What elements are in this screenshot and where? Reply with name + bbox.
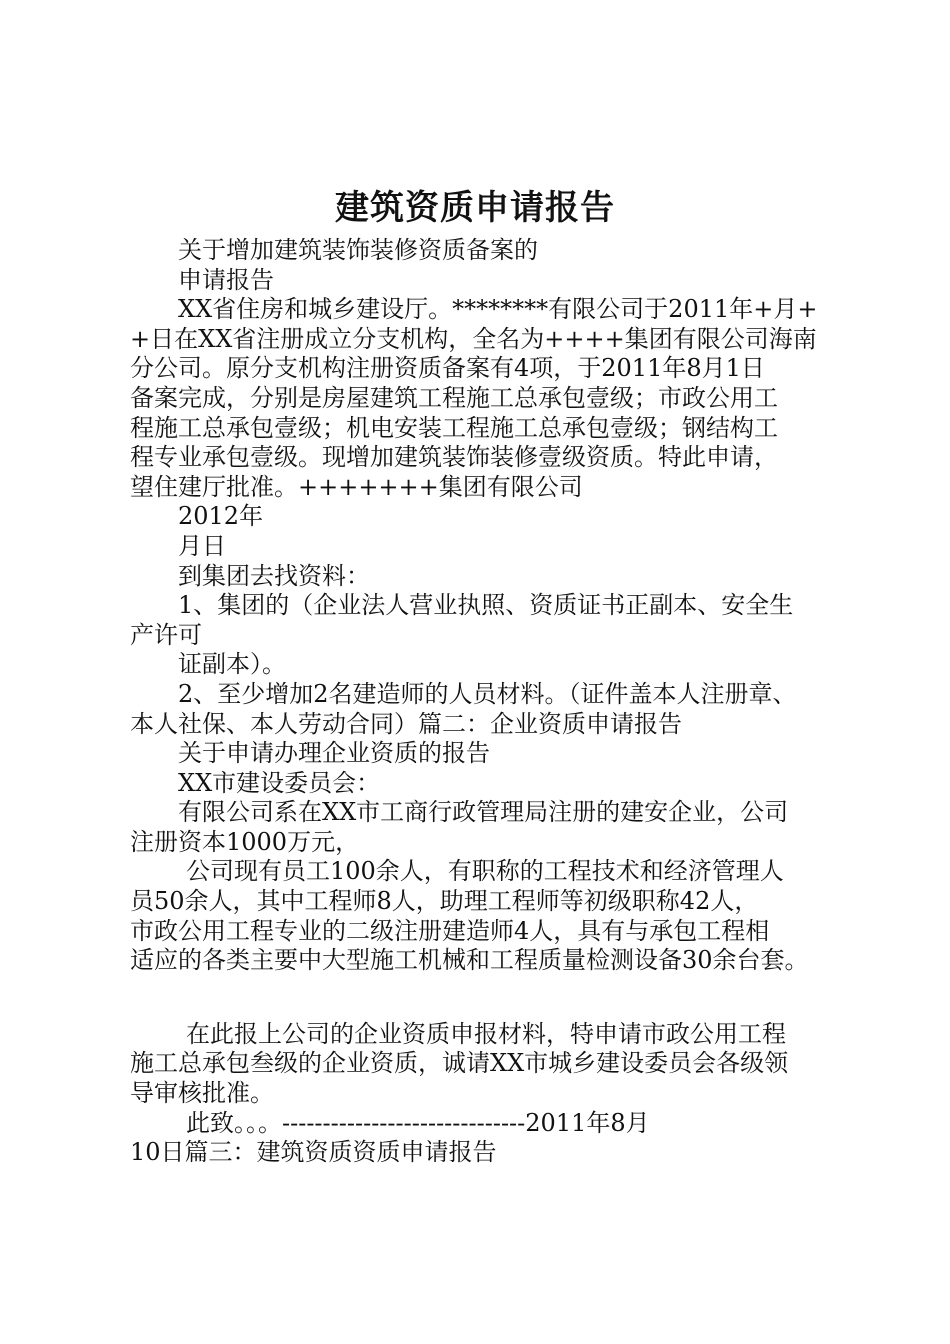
text-line: 到集团去找资料： <box>178 561 370 590</box>
text-line: 10日篇三：建筑资质资质申请报告 <box>130 1138 497 1167</box>
text-line: +日在XX省注册成立分支机构，全名为++++集团有限公司海南 <box>130 324 817 353</box>
text-line: 关于增加建筑装饰装修资质备案的 <box>178 236 538 264</box>
text-line: 市政公用工程专业的二级注册建造师4人，具有与承包工程相 <box>130 916 770 945</box>
text-line: 2012年 <box>178 502 264 531</box>
text-line: 程专业承包壹级。现增加建筑装饰装修壹级资质。特此申请， <box>130 443 778 472</box>
text-line: 施工总承包叁级的企业资质，诚请XX市城乡建设委员会各级领 <box>130 1049 789 1078</box>
text-line: 分公司。原分支机构注册资质备案有4项，于2011年8月1日 <box>130 354 765 383</box>
text-line: 此致。。。------------------------------2011年8月 <box>186 1108 650 1137</box>
text-line: 申请报告 <box>178 265 274 294</box>
text-line: 1、集团的（企业法人营业执照、资质证书正副本、安全生 <box>178 591 794 620</box>
text-line: 在此报上公司的企业资质申报材料，特申请市政公用工程 <box>186 1019 786 1048</box>
paragraph-gap <box>130 976 850 1020</box>
text-line: 导审核批准。 <box>130 1079 274 1108</box>
text-line: XX省住房和城乡建设厅。********有限公司于2011年+月+ <box>178 295 818 324</box>
document-title: 建筑资质申请报告 <box>335 188 615 228</box>
text-line: 月日 <box>178 531 226 560</box>
text-line: XX市建设委员会： <box>178 768 381 797</box>
text-line: 程施工总承包壹级；机电安装工程施工总承包壹级；钢结构工 <box>130 413 778 442</box>
text-line: 证副本）。 <box>178 650 286 679</box>
document-body <box>130 236 850 1168</box>
text-line: 望住建厅批准。+++++++集团有限公司 <box>130 472 583 501</box>
text-line: 有限公司系在XX市工商行政管理局注册的建安企业，公司 <box>178 798 789 827</box>
text-line: 适应的各类主要中大型施工机械和工程质量检测设备30余台套。 <box>130 946 809 975</box>
text-line: 公司现有员工100余人，有职称的工程技术和经济管理人 <box>186 857 784 886</box>
text-line: 2、至少增加2名建造师的人员材料。（证件盖本人注册章、 <box>178 679 797 708</box>
text-line: 员50余人，其中工程师8人，助理工程师等初级职称42人， <box>130 887 759 916</box>
text-line: 关于申请办理企业资质的报告 <box>178 739 490 768</box>
text-line: 本人社保、本人劳动合同）篇二：企业资质申请报告 <box>130 709 682 738</box>
text-line: 产许可 <box>130 620 202 649</box>
text-line: 备案完成，分别是房屋建筑工程施工总承包壹级；市政公用工 <box>130 383 778 412</box>
text-line: 注册资本1000万元， <box>130 827 360 856</box>
